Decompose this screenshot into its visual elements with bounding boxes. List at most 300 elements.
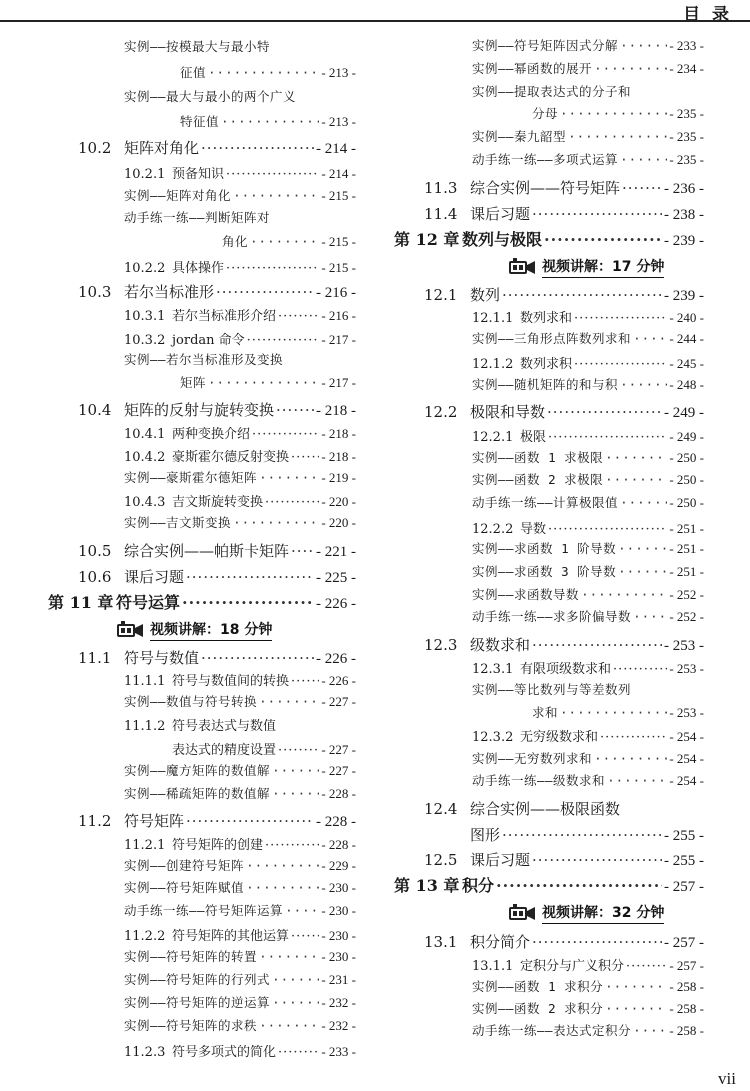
entry-page: - 230 - [321,949,356,964]
entry-page: - 233 - [669,38,704,53]
entry-page: - 220 - [321,494,356,509]
entry-title: 无穷级数求和 [520,730,599,745]
dot-leader [250,234,319,249]
video-lecture-text: 视频讲解：32 分钟 [542,902,664,924]
entry-title: 综合实例——符号矩阵 [470,179,621,197]
dot-leader [259,694,319,709]
entry-title: 实例——求函数导数 [472,587,580,602]
example-entry [472,150,704,168]
section-entry [424,177,704,198]
entry-title: 矩阵 [180,375,207,390]
example-entry [472,562,704,580]
dot-leader [600,730,667,745]
entry-number: 12.3.2 [472,730,514,745]
entry-page: - 218 - [321,426,356,441]
header-divider [0,20,750,22]
subsection-entry [124,423,356,442]
example-entry [124,901,356,919]
entry-page: - 236 - [664,181,704,197]
dot-leader [574,311,667,326]
dot-leader [607,773,667,788]
entry-page: - 215 - [321,188,356,203]
example-entry [472,59,704,77]
dot-leader [291,450,319,465]
section-entry [78,540,356,561]
example-entry [124,970,356,988]
entry-page: - 216 - [316,285,356,301]
entry-page: - 228 - [321,786,356,801]
example-entry [124,208,356,226]
example-entry [472,680,704,698]
entry-number: 12.5 [424,851,458,869]
example-entry [472,375,704,393]
entry-page: - 238 - [664,207,704,223]
entry-continuation [180,373,356,391]
entry-number: 10.4.2 [124,450,166,465]
page-header-title: 目 录 [683,5,732,25]
page-number: vii [718,1069,736,1088]
entry-title: 动手练一练——表达式定积分 [472,1023,632,1038]
subsection-entry [124,925,356,944]
section-entry [424,798,704,819]
entry-title: 动手练一练——判断矩阵对 [124,210,271,225]
entry-page: - 228 - [321,837,356,852]
entry-page: - 249 - [664,405,704,421]
entry-continuation [222,232,356,250]
dot-leader [560,106,667,121]
section-entry [424,931,704,952]
video-lecture-text: 视频讲解：17 分钟 [542,256,664,278]
dot-leader [246,880,319,895]
entry-title: 实例——符号矩阵的求秩 [124,1018,258,1033]
section-entry [424,401,704,422]
subsection-entry [124,1041,356,1060]
entry-title: 符号矩阵的创建 [172,838,264,853]
entry-page: - 230 - [321,880,356,895]
entry-page: - 218 - [321,449,356,464]
entry-title: 导数 [520,522,547,537]
entry-title: 课后习题 [470,205,531,223]
entry-number: 12.1.1 [472,311,514,326]
entry-title: 动手练一练——多项式运算 [472,152,619,167]
entry-title: 数列求积 [520,357,573,372]
entry-number: 11.1 [78,649,112,667]
subsection-entry [472,955,704,974]
example-entry [124,947,356,965]
dot-leader [265,495,319,510]
entry-page: - 232 - [321,995,356,1010]
entry-number: 11.1.2 [124,719,166,734]
entry-page: - 250 - [669,450,704,465]
entry-title: 实例——秦九韶型 [472,129,567,144]
entry-title: 实例——三角形点阵数列求和 [472,331,632,346]
section-entry [424,203,704,224]
dot-leader [201,649,314,667]
subsection-entry [472,353,704,372]
entry-title: 符号矩阵的其他运算 [172,929,290,944]
section-entry [78,647,356,668]
dot-leader [618,541,667,556]
example-entry [472,585,704,603]
subsection-entry [472,658,704,677]
example-entry [472,82,704,100]
example-entry [472,493,704,511]
entry-page: - 235 - [669,106,704,121]
example-entry [124,784,356,802]
dot-leader [247,333,320,348]
dot-leader [581,587,667,602]
subsection-entry [124,670,356,689]
entry-continuation [532,104,704,122]
entry-number: 10.3.2 [124,333,166,348]
entry-page: - 245 - [669,356,704,371]
entry-page: - 258 - [669,1023,704,1038]
entry-title: 积分 [462,876,495,895]
entry-title: 课后习题 [470,851,531,869]
subsection-entry [472,518,704,537]
entry-number: 10.2.1 [124,167,166,182]
dot-leader [548,430,667,445]
entry-title: 动手练一练——计算极限值 [472,495,619,510]
chapter-entry [394,873,704,896]
entry-title: 实例——最大与最小的两个广义 [124,89,297,104]
entry-title: 矩阵的反射与旋转变换 [124,401,275,419]
entry-page: - 231 - [321,972,356,987]
entry-title: 实例——函数 1 求积分 [472,979,604,994]
section-entry [424,634,704,655]
entry-title: 豪斯霍尔德反射变换 [172,450,290,465]
subsection-entry [124,329,356,348]
entry-title: 实例——符号矩阵的逆运算 [124,995,271,1010]
entry-page: - 220 - [321,515,356,530]
entry-title: 课后习题 [124,568,185,586]
entry-title: 实例——按模最大与最小特 [124,39,271,54]
entry-page: - 233 - [321,1044,356,1059]
example-entry [472,999,704,1017]
dot-leader [532,636,662,654]
entry-page: - 225 - [316,570,356,586]
dot-leader [532,205,662,223]
dot-leader [574,357,667,372]
dot-leader [285,903,319,918]
entry-title: 实例——符号矩阵因式分解 [472,38,619,53]
dot-leader [226,167,319,182]
entry-page: - 254 - [669,729,704,744]
entry-title: 矩阵对角化 [124,139,200,157]
dot-leader [605,979,667,994]
video-camera-icon [508,258,536,276]
entry-number: 12.4 [424,800,458,818]
section-entry [78,566,356,587]
section-entry [78,281,356,302]
entry-page: - 214 - [321,166,356,181]
entry-page: - 239 - [664,233,704,249]
entry-number: 10.5 [78,542,112,560]
entry-number: 第 11 章 [48,593,114,612]
entry-page: - 253 - [669,661,704,676]
entry-number: 12.1 [424,286,458,304]
dot-leader [560,705,667,720]
entry-page: - 250 - [669,472,704,487]
dot-leader [544,230,662,249]
entry-title: 实例——矩阵对角化 [124,188,232,203]
entry-title: 图形 [470,826,501,844]
video-lecture-label [508,256,664,278]
entry-number: 10.3.1 [124,309,166,324]
entry-number: 11.3 [424,179,458,197]
dot-leader [272,763,319,778]
entry-title: 实例——若尔当标准形及变换 [124,352,284,367]
example-entry [124,468,356,486]
entry-page: - 227 - [321,742,356,757]
example-entry [472,329,704,347]
entry-title: 若尔当标准形 [124,283,215,301]
dot-leader [532,933,662,951]
entry-title: 定积分与广义积分 [520,959,625,974]
entry-title: 极限 [520,430,547,445]
example-entry [124,37,356,55]
dot-leader [626,959,667,974]
entry-title: 特征值 [180,114,220,129]
entry-title: 符号矩阵 [124,812,185,830]
subsection-entry [124,491,356,510]
section-entry [424,284,704,305]
entry-title: jordan 命令 [172,333,245,348]
entry-page: - 215 - [321,260,356,275]
entry-page: - 218 - [316,403,356,419]
dot-leader [633,331,667,346]
entry-page: - 228 - [316,814,356,830]
entry-title: 实例——等比数列与等差数列 [472,682,632,697]
entry-title: 若尔当标准形介绍 [172,309,277,324]
entry-page: - 257 - [664,935,704,951]
dot-leader [605,450,667,465]
entry-number: 12.3 [424,636,458,654]
entry-page: - 227 - [321,694,356,709]
entry-page: - 229 - [321,858,356,873]
video-lecture-label [508,902,664,924]
entry-number: 10.4 [78,401,112,419]
entry-page: - 253 - [669,705,704,720]
entry-title: 数列求和 [520,311,573,326]
entry-title: 动手练一练——级数求和 [472,773,606,788]
entry-title: 积分简介 [470,933,531,951]
entry-page: - 213 - [321,65,356,80]
entry-title: 数列与极限 [462,230,543,249]
dot-leader [633,609,667,624]
entry-title: 综合实例——极限函数 [470,800,621,818]
video-lecture-text: 视频讲解：18 分钟 [150,619,272,641]
entry-title: 实例——符号矩阵的转置 [124,949,258,964]
entry-number: 10.4.3 [124,495,166,510]
entry-page: - 251 - [669,564,704,579]
entry-title: 具体操作 [172,261,225,276]
example-entry [124,350,356,368]
subsection-entry [472,726,704,745]
dot-leader [633,1023,667,1038]
entry-number: 10.3 [78,283,112,301]
entry-page: - 258 - [669,1001,704,1016]
example-entry [472,607,704,625]
dot-leader [568,129,667,144]
dot-leader [259,949,319,964]
entry-title: 实例——函数 2 求极限 [472,472,604,487]
dot-leader [265,838,319,853]
entry-page: - 219 - [321,470,356,485]
dot-leader [278,743,319,758]
entry-number: 12.3.1 [472,662,514,677]
subsection-entry [124,305,356,324]
example-entry [472,448,704,466]
dot-leader [605,472,667,487]
chapter-entry [48,590,356,613]
entry-title: 实例——随机矩阵的和与积 [472,377,619,392]
example-entry [472,749,704,767]
subsection-entry [124,163,356,182]
entry-page: - 254 - [669,773,704,788]
example-entry [472,127,704,145]
dot-leader [226,261,319,276]
dot-leader [252,427,319,442]
entry-page: - 253 - [664,638,704,654]
dot-leader [208,65,319,80]
subsection-entry [472,426,704,445]
entry-page: - 251 - [669,521,704,536]
dot-leader [532,851,662,869]
entry-page: - 215 - [321,234,356,249]
entry-page: - 230 - [321,928,356,943]
entry-title: 动手练一练——求多阶偏导数 [472,609,632,624]
entry-page: - 239 - [664,288,704,304]
dot-leader [278,309,319,324]
entry-title: 有限项级数求和 [520,662,612,677]
entry-page: - 230 - [321,903,356,918]
entry-title: 实例——吉文斯变换 [124,515,232,530]
example-entry [124,87,356,105]
entry-number: 10.2 [78,139,112,157]
example-entry [124,878,356,896]
dot-leader [613,662,667,677]
entry-title: 实例——函数 2 求积分 [472,1001,604,1016]
entry-title: 实例——数值与符号转换 [124,694,258,709]
entry-page: - 255 - [664,853,704,869]
video-camera-icon [116,621,144,639]
dot-leader [272,995,319,1010]
entry-number: 12.2 [424,403,458,421]
dot-leader [186,812,314,830]
entry-title: 征值 [180,65,207,80]
dot-leader [618,564,667,579]
video-lecture-label [116,619,272,641]
entry-page: - 240 - [669,310,704,325]
dot-leader [272,972,319,987]
entry-page: - 257 - [664,879,704,895]
example-entry [472,771,704,789]
entry-title: 实例——创建符号矩阵 [124,858,245,873]
subsection-entry [124,446,356,465]
entry-title: 角化 [222,234,249,249]
dot-leader [208,375,319,390]
entry-number: 11.2 [78,812,112,830]
entry-title: 吉文斯旋转变换 [172,495,264,510]
example-entry [472,977,704,995]
entry-page: - 232 - [321,1018,356,1033]
entry-title: 实例——函数 1 求极限 [472,450,604,465]
entry-page: - 252 - [669,609,704,624]
entry-number: 11.4 [424,205,458,223]
entry-number: 12.2.1 [472,430,514,445]
entry-title: 动手练一练——符号矩阵运算 [124,903,284,918]
entry-number: 13.1 [424,933,458,951]
dot-leader [291,542,314,560]
entry-page: - 257 - [669,958,704,973]
entry-continuation [172,739,356,758]
entry-number: 第 13 章 [394,876,460,895]
dot-leader [246,858,319,873]
dot-leader [233,188,319,203]
entry-number: 10.4.1 [124,427,166,442]
section-entry [424,849,704,870]
entry-title: 实例——幂函数的展开 [472,61,593,76]
dot-leader [291,929,319,944]
example-entry [124,513,356,531]
example-entry [124,856,356,874]
entry-title: 实例——提取表达式的分子和 [472,84,632,99]
entry-page: - 244 - [669,331,704,346]
dot-leader [502,826,662,844]
dot-leader [276,401,314,419]
dot-leader [605,1001,667,1016]
dot-leader [186,568,314,586]
dot-leader [182,593,314,612]
entry-title: 实例——求函数 3 阶导数 [472,564,617,579]
dot-leader [620,495,667,510]
example-entry [124,692,356,710]
entry-page: - 214 - [316,141,356,157]
entry-page: - 254 - [669,751,704,766]
example-entry [472,1021,704,1039]
entry-page: - 234 - [669,61,704,76]
dot-leader [502,286,662,304]
entry-title: 符号与数值 [124,649,200,667]
dot-leader [233,515,319,530]
entry-title: 实例——魔方矩阵的数值解 [124,763,271,778]
entry-title: 符号表达式与数值 [172,719,277,734]
dot-leader [291,674,319,689]
dot-leader [259,1018,319,1033]
entry-continuation [180,112,356,130]
dot-leader [201,139,314,157]
entry-number: 10.2.2 [124,261,166,276]
entry-title: 实例——稀疏矩阵的数值解 [124,786,271,801]
entry-page: - 216 - [321,308,356,323]
dot-leader [548,522,667,537]
subsection-entry [124,715,356,734]
entry-page: - 258 - [669,979,704,994]
chapter-entry [394,227,704,250]
example-entry [472,36,704,54]
example-entry [124,1016,356,1034]
entry-page: - 251 - [669,541,704,556]
entry-title: 分母 [532,106,559,121]
entry-continuation [532,703,704,721]
dot-leader [622,179,662,197]
entry-number: 10.6 [78,568,112,586]
dot-leader [278,1045,319,1060]
dot-leader [221,114,319,129]
entry-page: - 226 - [316,651,356,667]
entry-page: - 221 - [316,544,356,560]
